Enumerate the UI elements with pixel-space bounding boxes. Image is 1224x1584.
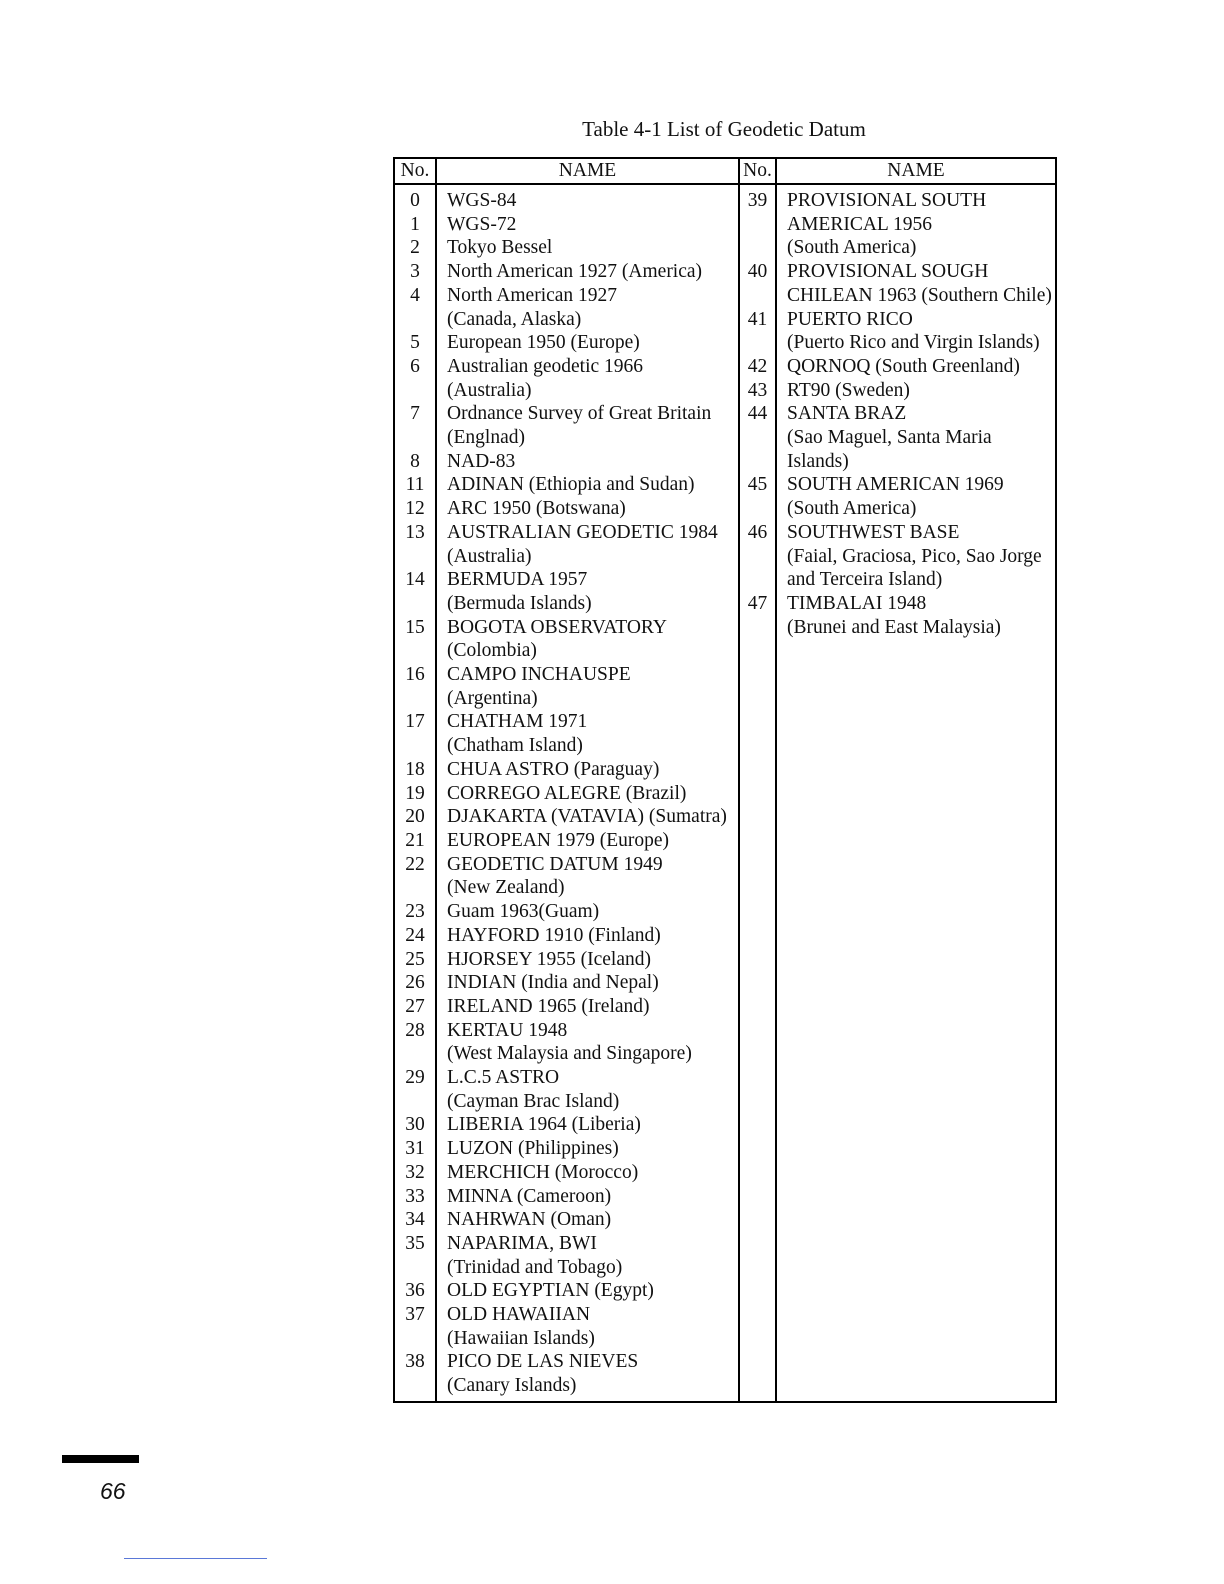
header-name-left: NAME: [436, 158, 739, 184]
header-no-right: No.: [739, 158, 776, 184]
right-numbers-column: 39 40 41 42 43 44 45 46 47: [739, 184, 776, 1402]
left-numbers-column: 0 1 2 3 4 5 6 7 8 11 12 13 14 15 16 17 18 19 20 21 22 23 24 25 26 27 28 29 30 31 32 33 34 35 36 37 38: [394, 184, 436, 1402]
header-name-right: NAME: [776, 158, 1056, 184]
table-title: Table 4-1 List of Geodetic Datum: [582, 117, 866, 141]
page-number-rule: [62, 1455, 139, 1463]
footer-line: [124, 1558, 267, 1559]
right-names-column: PROVISIONAL SOUTH AMERICAL 1956 (South America) PROVISIONAL SOUGH CHILEAN 1963 (Southern Chile) PUERTO RICO (Puerto Rico and Virgin Islands) QORNOQ (South Greenland) RT90 (Sweden) SANTA BRAZ (Sao Maguel, Santa Maria Islands) SOUTH AMERICAN 1969 (South America) SOUTHWEST BASE (Faial, Graciosa, Pico, Sao Jorge and Terceira Island) TIMBALAI 1948 (Brunei and East Malaysia): [787, 190, 1052, 638]
page-number: 66: [100, 1478, 126, 1504]
geodetic-datum-table: [393, 157, 1057, 1403]
left-names-column: WGS-84 WGS-72 Tokyo Bessel North American 1927 (America) North American 1927 (Canada, Alaska) European 1950 (Europe) Australian geodetic 1966 (Australia) Ordnance Survey of Great Britain (Englnad) NAD-83 ADINAN (Ethiopia and Sudan) ARC 1950 (Botswana) AUSTRALIAN GEODETIC 1984 (Australia) BERMUDA 1957 (Bermuda Islands) BOGOTA OBSERVATORY (Colombia) CAMPO INCHAUSPE (Argentina) CHATHAM 1971 (Chatham Island) CHUA ASTRO (Paraguay) CORREGO ALEGRE (Brazil) DJAKARTA (VATAVIA) (Sumatra) EUROPEAN 1979 (Europe) GEODETIC DATUM 1949 (New Zealand) Guam 1963(Guam) HAYFORD 1910 (Finland) HJORSEY 1955 (Iceland) INDIAN (India and Nepal) IRELAND 1965 (Ireland) KERTAU 1948 (West Malaysia and Singapore) L.C.5 ASTRO (Cayman Brac Island) LIBERIA 1964 (Liberia) LUZON (Philippines) MERCHICH (Morocco) MINNA (Cameroon) NAHRWAN (Oman) NAPARIMA, BWI (Trinidad and Tobago) OLD EGYPTIAN (Egypt) OLD HAWAIIAN (Hawaiian Islands) PICO DE LAS NIEVES (Canary Islands): [436, 184, 739, 1402]
table-body-row: [394, 184, 1056, 1402]
header-no-left: No.: [394, 158, 436, 184]
table-header-row: [394, 158, 1056, 184]
